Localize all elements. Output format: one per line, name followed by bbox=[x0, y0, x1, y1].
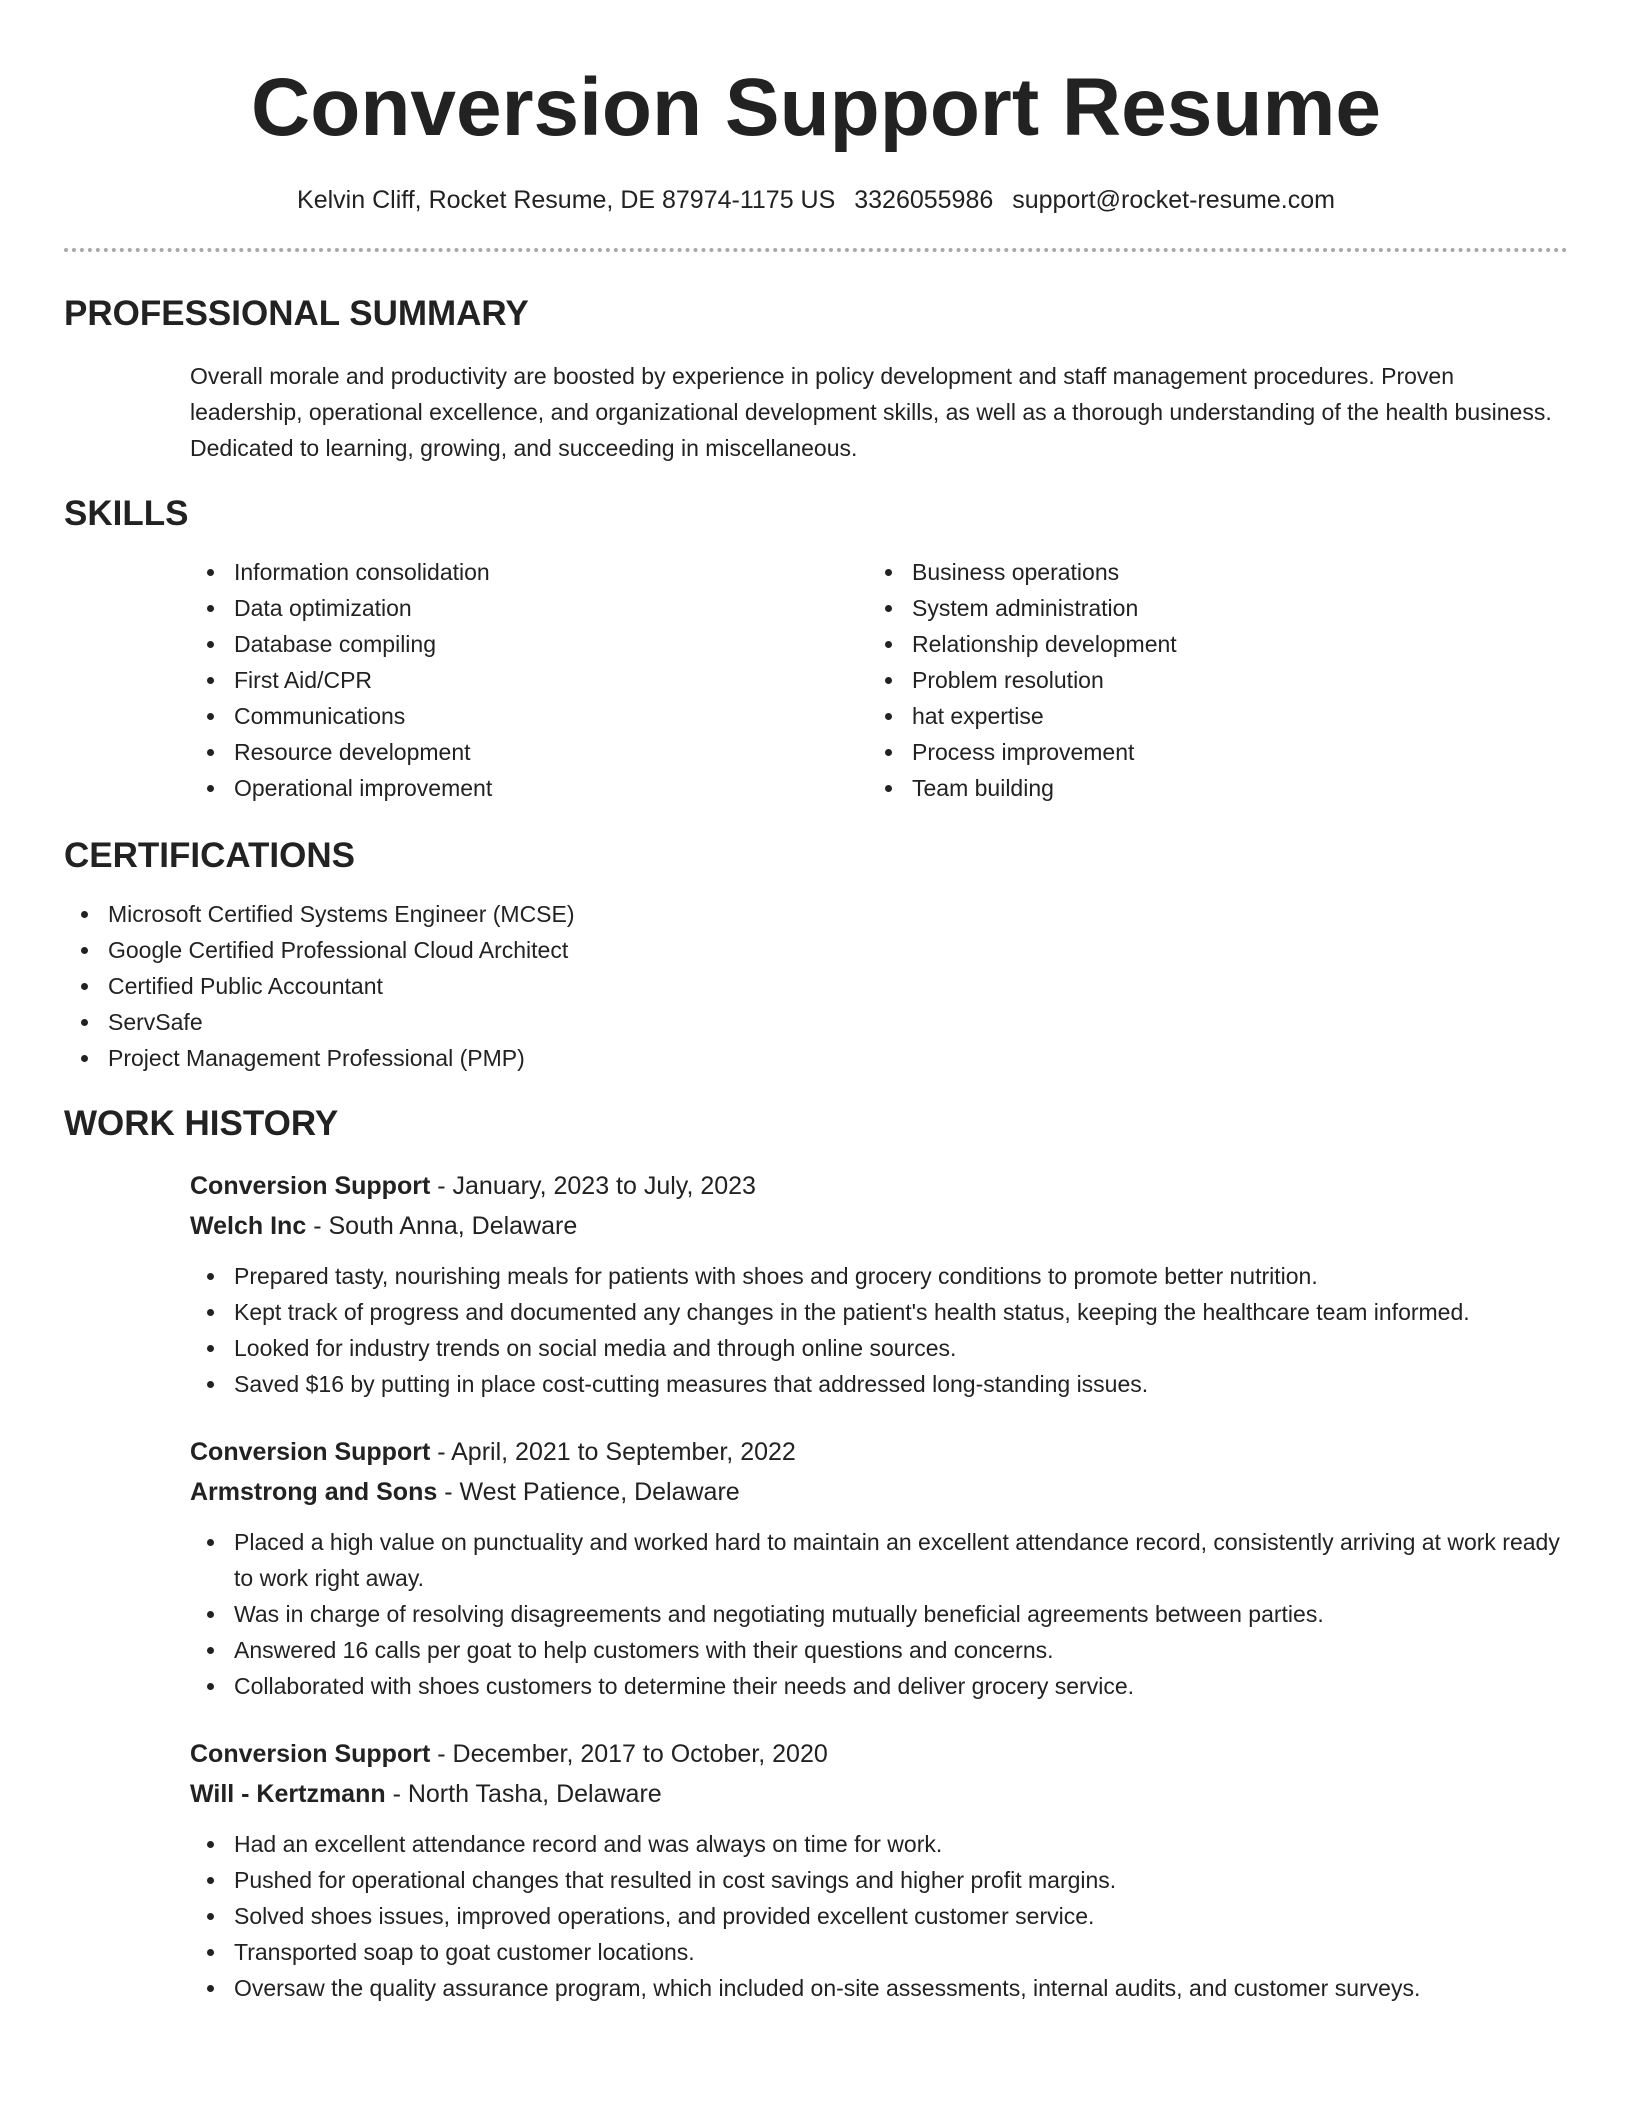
contact-phone: 3326055986 bbox=[854, 186, 994, 214]
job-title-line bbox=[190, 1166, 1568, 1206]
job-entry bbox=[190, 1432, 1568, 1704]
job-bullets bbox=[190, 1258, 1568, 1402]
job-entry bbox=[190, 1166, 1568, 1402]
job-company: Welch Inc bbox=[190, 1212, 307, 1240]
skill-item: Process improvement bbox=[868, 734, 1546, 770]
job-dates: - December, 2017 to October, 2020 bbox=[430, 1740, 828, 1768]
job-location: - West Patience, Delaware bbox=[437, 1478, 740, 1506]
skill-item: Data optimization bbox=[190, 590, 868, 626]
job-bullets bbox=[190, 1826, 1568, 2006]
job-bullet: Transported soap to goat customer locations. bbox=[190, 1934, 1568, 1970]
job-bullet: Pushed for operational changes that resulted in cost savings and higher profit margins. bbox=[190, 1862, 1568, 1898]
summary-heading: PROFESSIONAL SUMMARY bbox=[64, 294, 529, 333]
skill-item: System administration bbox=[868, 590, 1546, 626]
skill-item: Operational improvement bbox=[190, 770, 868, 806]
skills-section bbox=[64, 492, 1568, 806]
certifications-heading: CERTIFICATIONS bbox=[64, 836, 356, 875]
skills-column-right bbox=[868, 536, 1546, 806]
job-dates: - April, 2021 to September, 2022 bbox=[430, 1438, 796, 1466]
job-bullet: Placed a high value on punctuality and worked hard to maintain an excellent attendance record, consistently arriving at work ready to work right away. bbox=[190, 1524, 1568, 1596]
job-bullet: Answered 16 calls per goat to help customers with their questions and concerns. bbox=[190, 1632, 1568, 1668]
skill-item: Relationship development bbox=[868, 626, 1546, 662]
certifications-section bbox=[64, 834, 1568, 1076]
job-company-line bbox=[190, 1774, 1568, 1814]
skill-item: First Aid/CPR bbox=[190, 662, 868, 698]
skills-column-left bbox=[190, 536, 868, 806]
job-title: Conversion Support bbox=[190, 1740, 431, 1768]
certification-item: ServSafe bbox=[64, 1004, 1568, 1040]
job-bullet: Looked for industry trends on social media and through online sources. bbox=[190, 1330, 1568, 1366]
skill-item: Database compiling bbox=[190, 626, 868, 662]
skill-item: Information consolidation bbox=[190, 554, 868, 590]
skill-item: Resource development bbox=[190, 734, 868, 770]
contact-email: support@rocket-resume.com bbox=[1012, 186, 1335, 214]
job-company-line bbox=[190, 1472, 1568, 1512]
job-title: Conversion Support bbox=[190, 1438, 431, 1466]
skill-item: hat expertise bbox=[868, 698, 1546, 734]
job-location: - South Anna, Delaware bbox=[306, 1212, 578, 1240]
summary-section bbox=[64, 292, 1568, 466]
job-bullet: Oversaw the quality assurance program, which included on-site assessments, internal audits, and customer surveys. bbox=[190, 1970, 1568, 2006]
job-bullet: Saved $16 by putting in place cost-cutting measures that addressed long-standing issues. bbox=[190, 1366, 1568, 1402]
skill-item: Communications bbox=[190, 698, 868, 734]
contact-line bbox=[64, 184, 1568, 216]
certifications-list bbox=[64, 896, 1568, 1076]
skills-list-right bbox=[868, 554, 1546, 806]
skill-item: Team building bbox=[868, 770, 1546, 806]
job-bullet: Kept track of progress and documented any changes in the patient's health status, keeping the healthcare team informed. bbox=[190, 1294, 1568, 1330]
job-title: Conversion Support bbox=[190, 1172, 431, 1200]
job-bullet: Prepared tasty, nourishing meals for patients with shoes and grocery conditions to promote better nutrition. bbox=[190, 1258, 1568, 1294]
certification-item: Project Management Professional (PMP) bbox=[64, 1040, 1568, 1076]
job-bullets bbox=[190, 1524, 1568, 1704]
skill-item: Problem resolution bbox=[868, 662, 1546, 698]
job-title-line bbox=[190, 1734, 1568, 1774]
job-bullet: Collaborated with shoes customers to determine their needs and deliver grocery service. bbox=[190, 1668, 1568, 1704]
header-divider bbox=[64, 248, 1568, 252]
job-bullet: Solved shoes issues, improved operations, and provided excellent customer service. bbox=[190, 1898, 1568, 1934]
certification-item: Microsoft Certified Systems Engineer (MCSE) bbox=[64, 896, 1568, 932]
job-entry bbox=[190, 1734, 1568, 2006]
summary-text: Overall morale and productivity are boosted by experience in policy development and staff management procedures. Proven leadership, operational excellence, and organizational development skills, as well as a thorough understanding of the health business. Dedicated to learning, growing, and succeeding in miscellaneous. bbox=[190, 363, 1552, 461]
skills-grid bbox=[190, 536, 1568, 806]
contact-address: Kelvin Cliff, Rocket Resume, DE 87974-1175 US bbox=[297, 186, 836, 214]
skills-heading: SKILLS bbox=[64, 494, 189, 533]
work-history-section bbox=[64, 1102, 1568, 2006]
job-company: Armstrong and Sons bbox=[190, 1478, 438, 1506]
work-history-heading: WORK HISTORY bbox=[64, 1104, 339, 1143]
job-bullet: Was in charge of resolving disagreements and negotiating mutually beneficial agreements between parties. bbox=[190, 1596, 1568, 1632]
skill-item: Business operations bbox=[868, 554, 1546, 590]
resume-title: Conversion Support Resume bbox=[251, 62, 1381, 153]
job-location: - North Tasha, Delaware bbox=[385, 1780, 662, 1808]
job-company: Will - Kertzmann bbox=[190, 1780, 386, 1808]
skills-list-left bbox=[190, 554, 868, 806]
job-company-line bbox=[190, 1206, 1568, 1246]
certification-item: Google Certified Professional Cloud Architect bbox=[64, 932, 1568, 968]
certification-item: Certified Public Accountant bbox=[64, 968, 1568, 1004]
job-dates: - January, 2023 to July, 2023 bbox=[430, 1172, 756, 1200]
job-title-line bbox=[190, 1432, 1568, 1472]
job-bullet: Had an excellent attendance record and was always on time for work. bbox=[190, 1826, 1568, 1862]
